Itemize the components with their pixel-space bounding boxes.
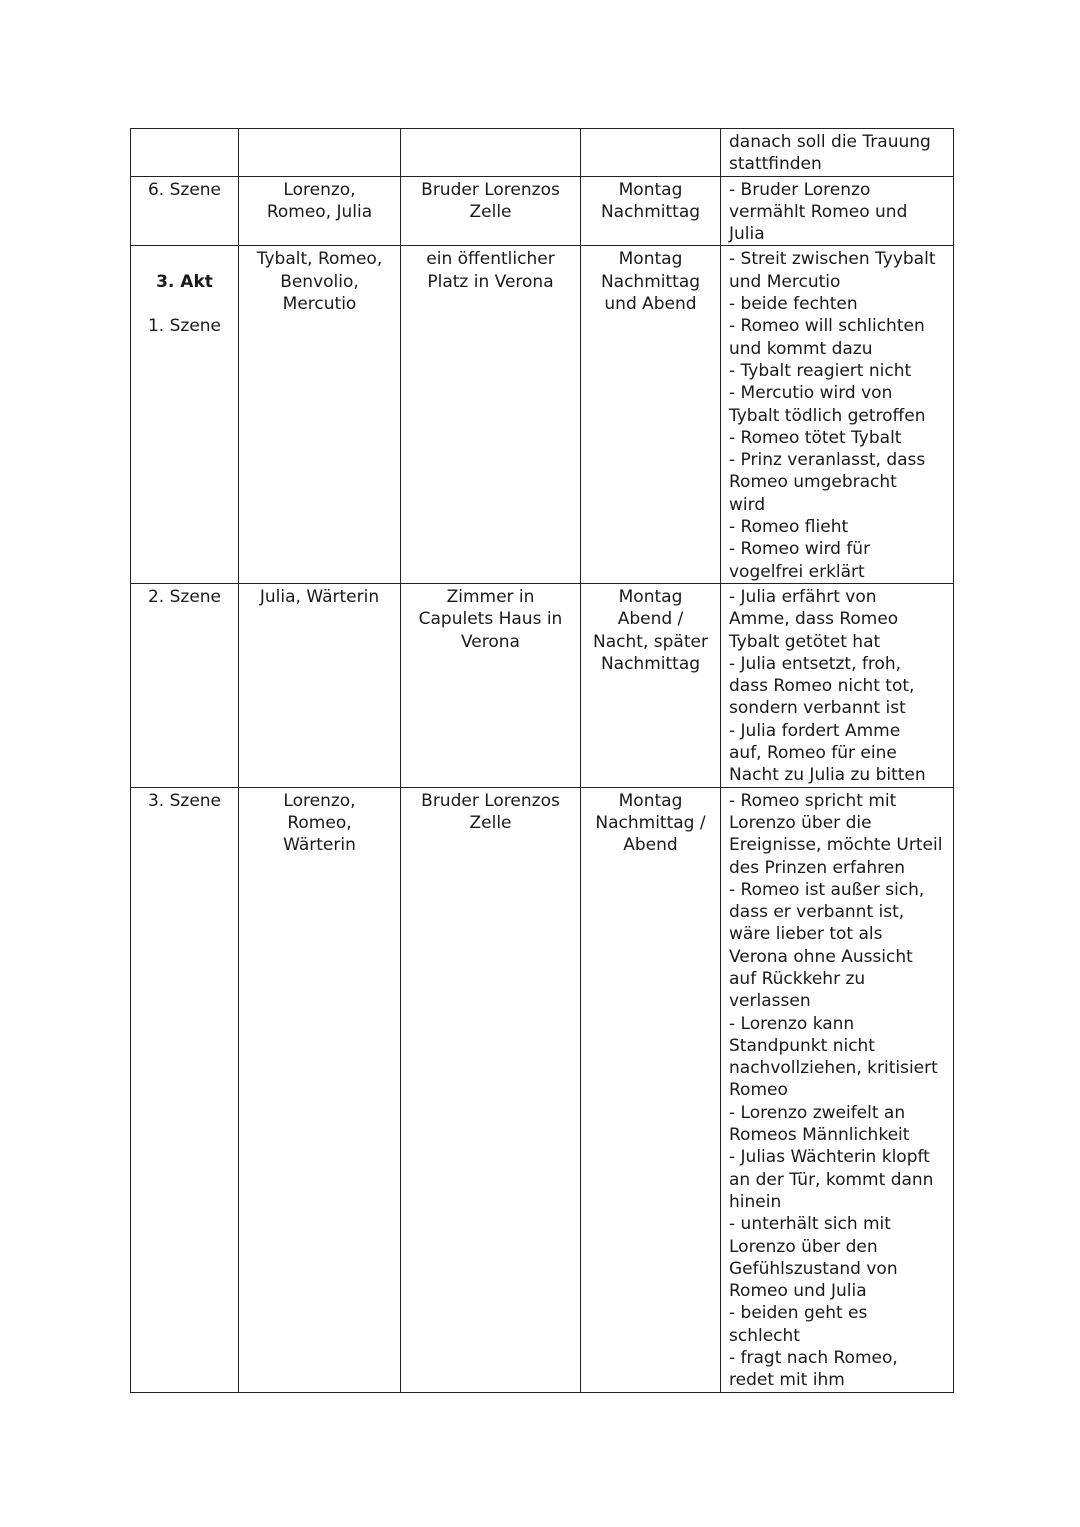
table-row xyxy=(131,129,954,177)
time-cell: Montag Nachmittag und Abend xyxy=(581,246,721,583)
table-row xyxy=(131,787,954,1392)
time-cell: Montag Nachmittag xyxy=(581,176,721,246)
content-cell: - Julia erfährt von Amme, dass Romeo Tybalt getötet hat - Julia entsetzt, froh, dass Romeo nicht tot, sondern verbannt ist - Julia fordert Amme auf, Romeo für eine Nacht zu Julia zu bitten xyxy=(721,583,954,787)
table-row xyxy=(131,246,954,583)
place-cell: Bruder Lorenzos Zelle xyxy=(401,176,581,246)
place-cell xyxy=(401,129,581,177)
place-cell: Bruder Lorenzos Zelle xyxy=(401,787,581,1392)
persons-cell xyxy=(239,129,401,177)
scene-cell xyxy=(131,129,239,177)
scene-cell xyxy=(131,246,239,583)
scene-label: 1. Szene xyxy=(147,316,222,337)
table-row xyxy=(131,583,954,787)
content-cell: - Bruder Lorenzo vermählt Romeo und Julia xyxy=(721,176,954,246)
content-cell: - Streit zwischen Tyybalt und Mercutio - beide fechten - Romeo will schlichten und kommt dazu - Tybalt reagiert nicht - Mercutio wird von Tybalt tödlich getroffen - Romeo tötet Tybalt - Prinz veranlasst, dass Romeo umgebracht wird - Romeo flieht - Romeo wird für vogelfrei erklärt xyxy=(721,246,954,583)
act-label: 3. Akt xyxy=(156,271,213,292)
scene-overview-table xyxy=(130,128,954,1393)
scene-cell: 6. Szene xyxy=(131,176,239,246)
persons-cell: Lorenzo, Romeo, Wärterin xyxy=(239,787,401,1392)
persons-cell: Lorenzo, Romeo, Julia xyxy=(239,176,401,246)
content-cell: - Romeo spricht mit Lorenzo über die Ereignisse, möchte Urteil des Prinzen erfahren - Romeo ist außer sich, dass er verbannt ist, wäre lieber tot als Verona ohne Aussicht auf Rückkehr zu verlassen - Lorenzo kann Standpunkt nicht nachvollziehen, kritisiert Romeo - Lorenzo zweifelt an Romeos Männlichkeit - Julias Wächterin klopft an der Tür, kommt dann hinein - unterhält sich mit Lorenzo über den Gefühlszustand von Romeo und Julia - beiden geht es schlecht - fragt nach Romeo, redet mit ihm xyxy=(721,787,954,1392)
scene-cell: 2. Szene xyxy=(131,583,239,787)
persons-cell: Julia, Wärterin xyxy=(239,583,401,787)
time-cell: Montag Abend / Nacht, später Nachmittag xyxy=(581,583,721,787)
place-cell: ein öffentlicher Platz in Verona xyxy=(401,246,581,583)
table-row xyxy=(131,176,954,246)
time-cell xyxy=(581,129,721,177)
content-cell: danach soll die Trauung stattfinden xyxy=(721,129,954,177)
scene-cell: 3. Szene xyxy=(131,787,239,1392)
place-cell: Zimmer in Capulets Haus in Verona xyxy=(401,583,581,787)
persons-cell: Tybalt, Romeo, Benvolio, Mercutio xyxy=(239,246,401,583)
time-cell: Montag Nachmittag / Abend xyxy=(581,787,721,1392)
